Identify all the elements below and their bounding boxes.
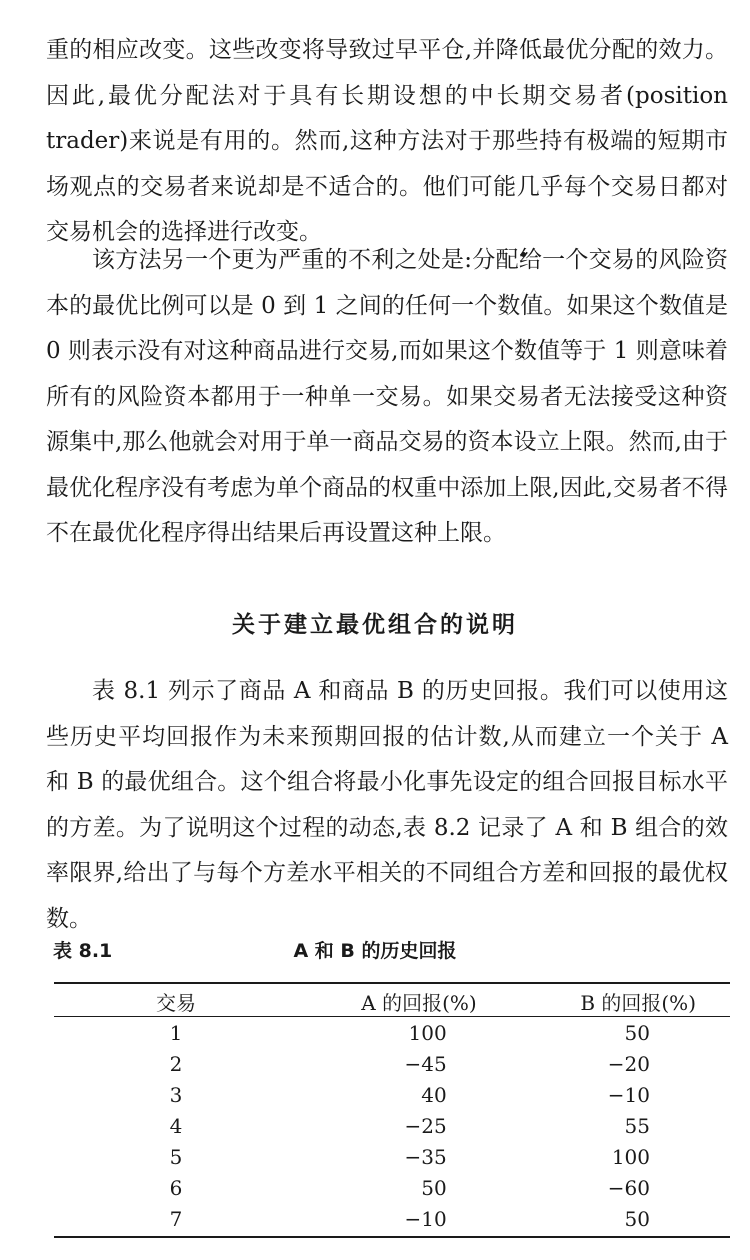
table-row <box>54 1110 730 1141</box>
table-row <box>54 1048 730 1079</box>
cell-return-a: −45 <box>404 1051 447 1076</box>
table-row <box>54 1141 730 1172</box>
paragraph-2: 该方法另一个更为严重的不利之处是:分配给一个交易的风险资本的最优比例可以是 0 到 1 之间的任何一个数值。如果这个数值是 0 则表示没有对这种商品进行交易,而如果这个数值等于 1 则意味着所有的风险资本都用于一种单一交易。如果交易者无法接受这种资源集中,那么他就会对用于单一商品交易的资本设立上限。然而,由于最优化程序没有考虑为单个商品的权重中添加上限,因此,交易者不得不在最优化程序得出结果后再设置这种上限。 <box>46 247 728 546</box>
table-row <box>54 1017 730 1048</box>
table-header-row <box>54 985 730 1017</box>
cell-return-b: 50 <box>624 1020 650 1045</box>
table-bottom-rule <box>54 1236 730 1238</box>
cell-return-b: −60 <box>607 1175 650 1200</box>
cell-return-a: 40 <box>421 1082 447 1107</box>
cell-return-a: −35 <box>404 1144 447 1169</box>
cell-trade: 5 <box>169 1144 183 1169</box>
cell-return-b: 50 <box>624 1206 650 1231</box>
cell-trade: 1 <box>169 1020 183 1045</box>
paragraph-1: 重的相应改变。这些改变将导致过早平仓,并降低最优分配的效力。因此,最优分配法对于具有长期设想的中长期交易者(position trader)来说是有用的。然而,这种方法对于那些持有极端的短期市场观点的交易者来说却是不适合的。他们可能几乎每个交易日都对交易机会的选择进行改变。 <box>46 37 728 245</box>
cell-return-a: 100 <box>408 1020 447 1045</box>
cell-return-b: 55 <box>624 1113 650 1138</box>
cell-trade: 6 <box>169 1175 183 1200</box>
cell-return-a: 50 <box>421 1175 447 1200</box>
cell-trade: 7 <box>169 1206 183 1231</box>
table-top-rule <box>54 982 730 984</box>
section-heading: 关于建立最优组合的说明 <box>232 612 518 638</box>
cell-return-b: 100 <box>611 1144 650 1169</box>
cell-trade: 3 <box>169 1082 183 1107</box>
cell-trade: 4 <box>169 1113 183 1138</box>
table-row <box>54 1203 730 1234</box>
cell-return-b: −20 <box>607 1051 650 1076</box>
header-return-b: B 的回报(%) <box>580 990 696 1015</box>
returns-table <box>54 985 730 1234</box>
table-row <box>54 1172 730 1203</box>
table-label: 表 8.1 <box>53 940 113 962</box>
cell-trade: 2 <box>169 1051 183 1076</box>
header-return-a: A 的回报(%) <box>361 990 477 1015</box>
cell-return-a: −25 <box>404 1113 447 1138</box>
table-title: A 和 B 的历史回报 <box>293 940 457 962</box>
paragraph-3: 表 8.1 列示了商品 A 和商品 B 的历史回报。我们可以使用这些历史平均回报作为未来预期回报的估计数,从而建立一个关于 A 和 B 的最优组合。这个组合将最小化事先设定的组合回报目标水平的方差。为了说明这个过程的动态,表 8.2 记录了 A 和 B 组合的效率限界,给出了与每个方差水平相关的不同组合方差和回报的最优权数。 <box>46 678 728 932</box>
header-trade: 交易 <box>156 990 197 1015</box>
cell-return-a: −10 <box>404 1206 447 1231</box>
table-row <box>54 1079 730 1110</box>
cell-return-b: −10 <box>607 1082 650 1107</box>
